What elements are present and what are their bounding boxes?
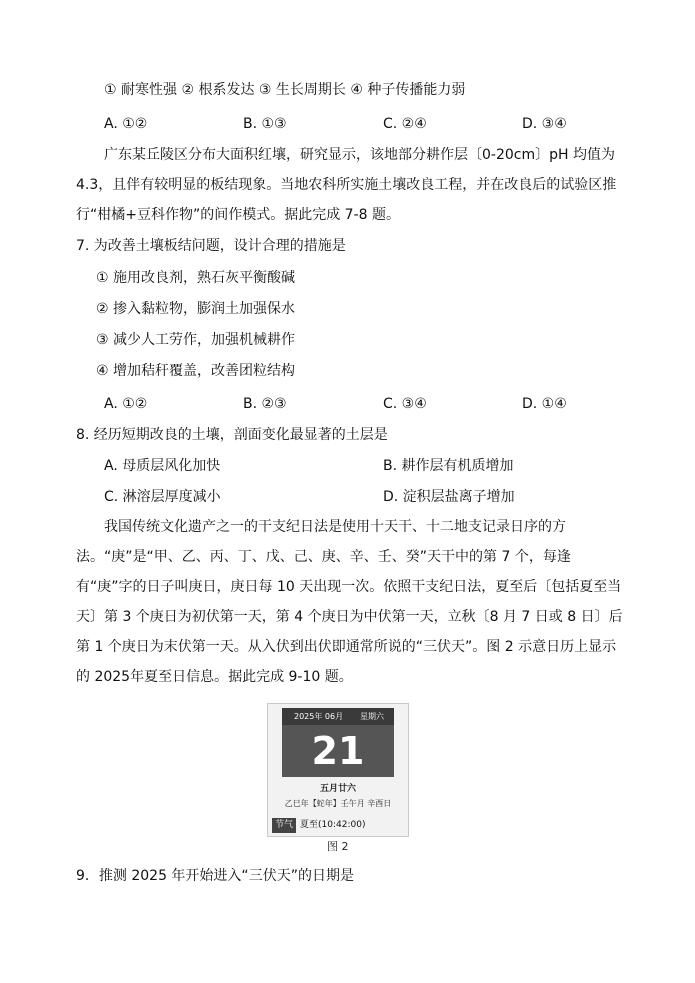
q7-option-a: A. ①② <box>104 396 148 412</box>
calendar-header <box>282 708 394 725</box>
calendar-weekday: 星期六 <box>360 712 384 721</box>
calendar-month: 2025年 06月 <box>294 712 344 721</box>
calendar-ganzhi: 乙巳年【蛇年】壬午月 辛酉日 <box>284 799 392 808</box>
q6-option-d: D. ③④ <box>522 116 567 132</box>
q7-statement-4: ④ 增加秸秆覆盖，改善团粒结构 <box>96 363 296 379</box>
q8-option-d: D. 淀积层盐离子增加 <box>383 489 515 505</box>
q7-option-c: C. ③④ <box>383 396 427 412</box>
solar-term-value: 夏至(10:42:00) <box>300 820 366 830</box>
calendar-figure <box>267 703 409 837</box>
q7-statement-3: ③ 减少人工劳作，加强机械耕作 <box>96 332 296 348</box>
q8-option-c: C. 淋溶层厚度减小 <box>104 489 221 505</box>
q8-option-b: B. 耕作层有机质增加 <box>383 458 514 474</box>
calendar-day: 21 <box>282 725 394 777</box>
q6-option-a: A. ①② <box>104 116 148 132</box>
q8-stem: 8. 经历短期改良的土壤，剖面变化最显著的土层是 <box>76 427 388 443</box>
q9-stem: 9．推测 2025 年开始进入“三伏天”的日期是 <box>76 868 354 884</box>
q7-option-d: D. ①④ <box>522 396 567 412</box>
q6-statements: ① 耐寒性强 ② 根系发达 ③ 生长周期长 ④ 种子传播能力弱 <box>104 82 466 98</box>
q7-statement-2: ② 掺入黏粒物，膨润土加强保水 <box>96 301 296 317</box>
passage-ganzhi: 我国传统文化遗产之一的干支纪日法是使用十天干、十二地支记录日序的方法。“庚”是“甲、乙、丙、丁、戊、己、庚、辛、壬、癸”天干中的第 7 个，每逢有“庚”字的日子叫庚日，庚日每 10 天出现一次。依照干支纪日法，夏至后〔包括夏至当天〕第 3 个庚日为初伏第一天，第 4 个庚日为中伏第一天，立秋〔8 月 7 日或 8 日〕后第 1 个庚日为末伏第一天。从入伏到出伏即通常所说的“三伏天”。图 2 示意日历上显示的 2025年夏至日信息。据此完成 9-10 题。 <box>76 519 623 685</box>
q6-option-c: C. ②④ <box>383 116 427 132</box>
calendar-lunar-date: 五月廿六 <box>319 784 356 794</box>
calendar-solar-term <box>272 818 365 833</box>
q7-stem: 7. 为改善土壤板结问题，设计合理的措施是 <box>76 238 346 254</box>
q8-option-a: A. 母质层风化加快 <box>104 458 221 474</box>
q7-option-b: B. ②③ <box>243 396 287 412</box>
solar-term-tag: 节气 <box>272 818 296 833</box>
figure-caption: 图 2 <box>327 840 349 853</box>
q6-option-b: B. ①③ <box>243 116 287 132</box>
passage-soil: 广东某丘陵区分布大面积红壤，研究显示，该地部分耕作层〔0-20cm〕pH 均值为4.3，且伴有较明显的板结现象。当地农科所实施土壤改良工程，并在改良后的试验区推行“柑橘+豆科作物”的间作模式。据此完成 7-8 题。 <box>76 147 617 223</box>
q7-statement-1: ① 施用改良剂，熟石灰平衡酸碱 <box>96 270 296 286</box>
